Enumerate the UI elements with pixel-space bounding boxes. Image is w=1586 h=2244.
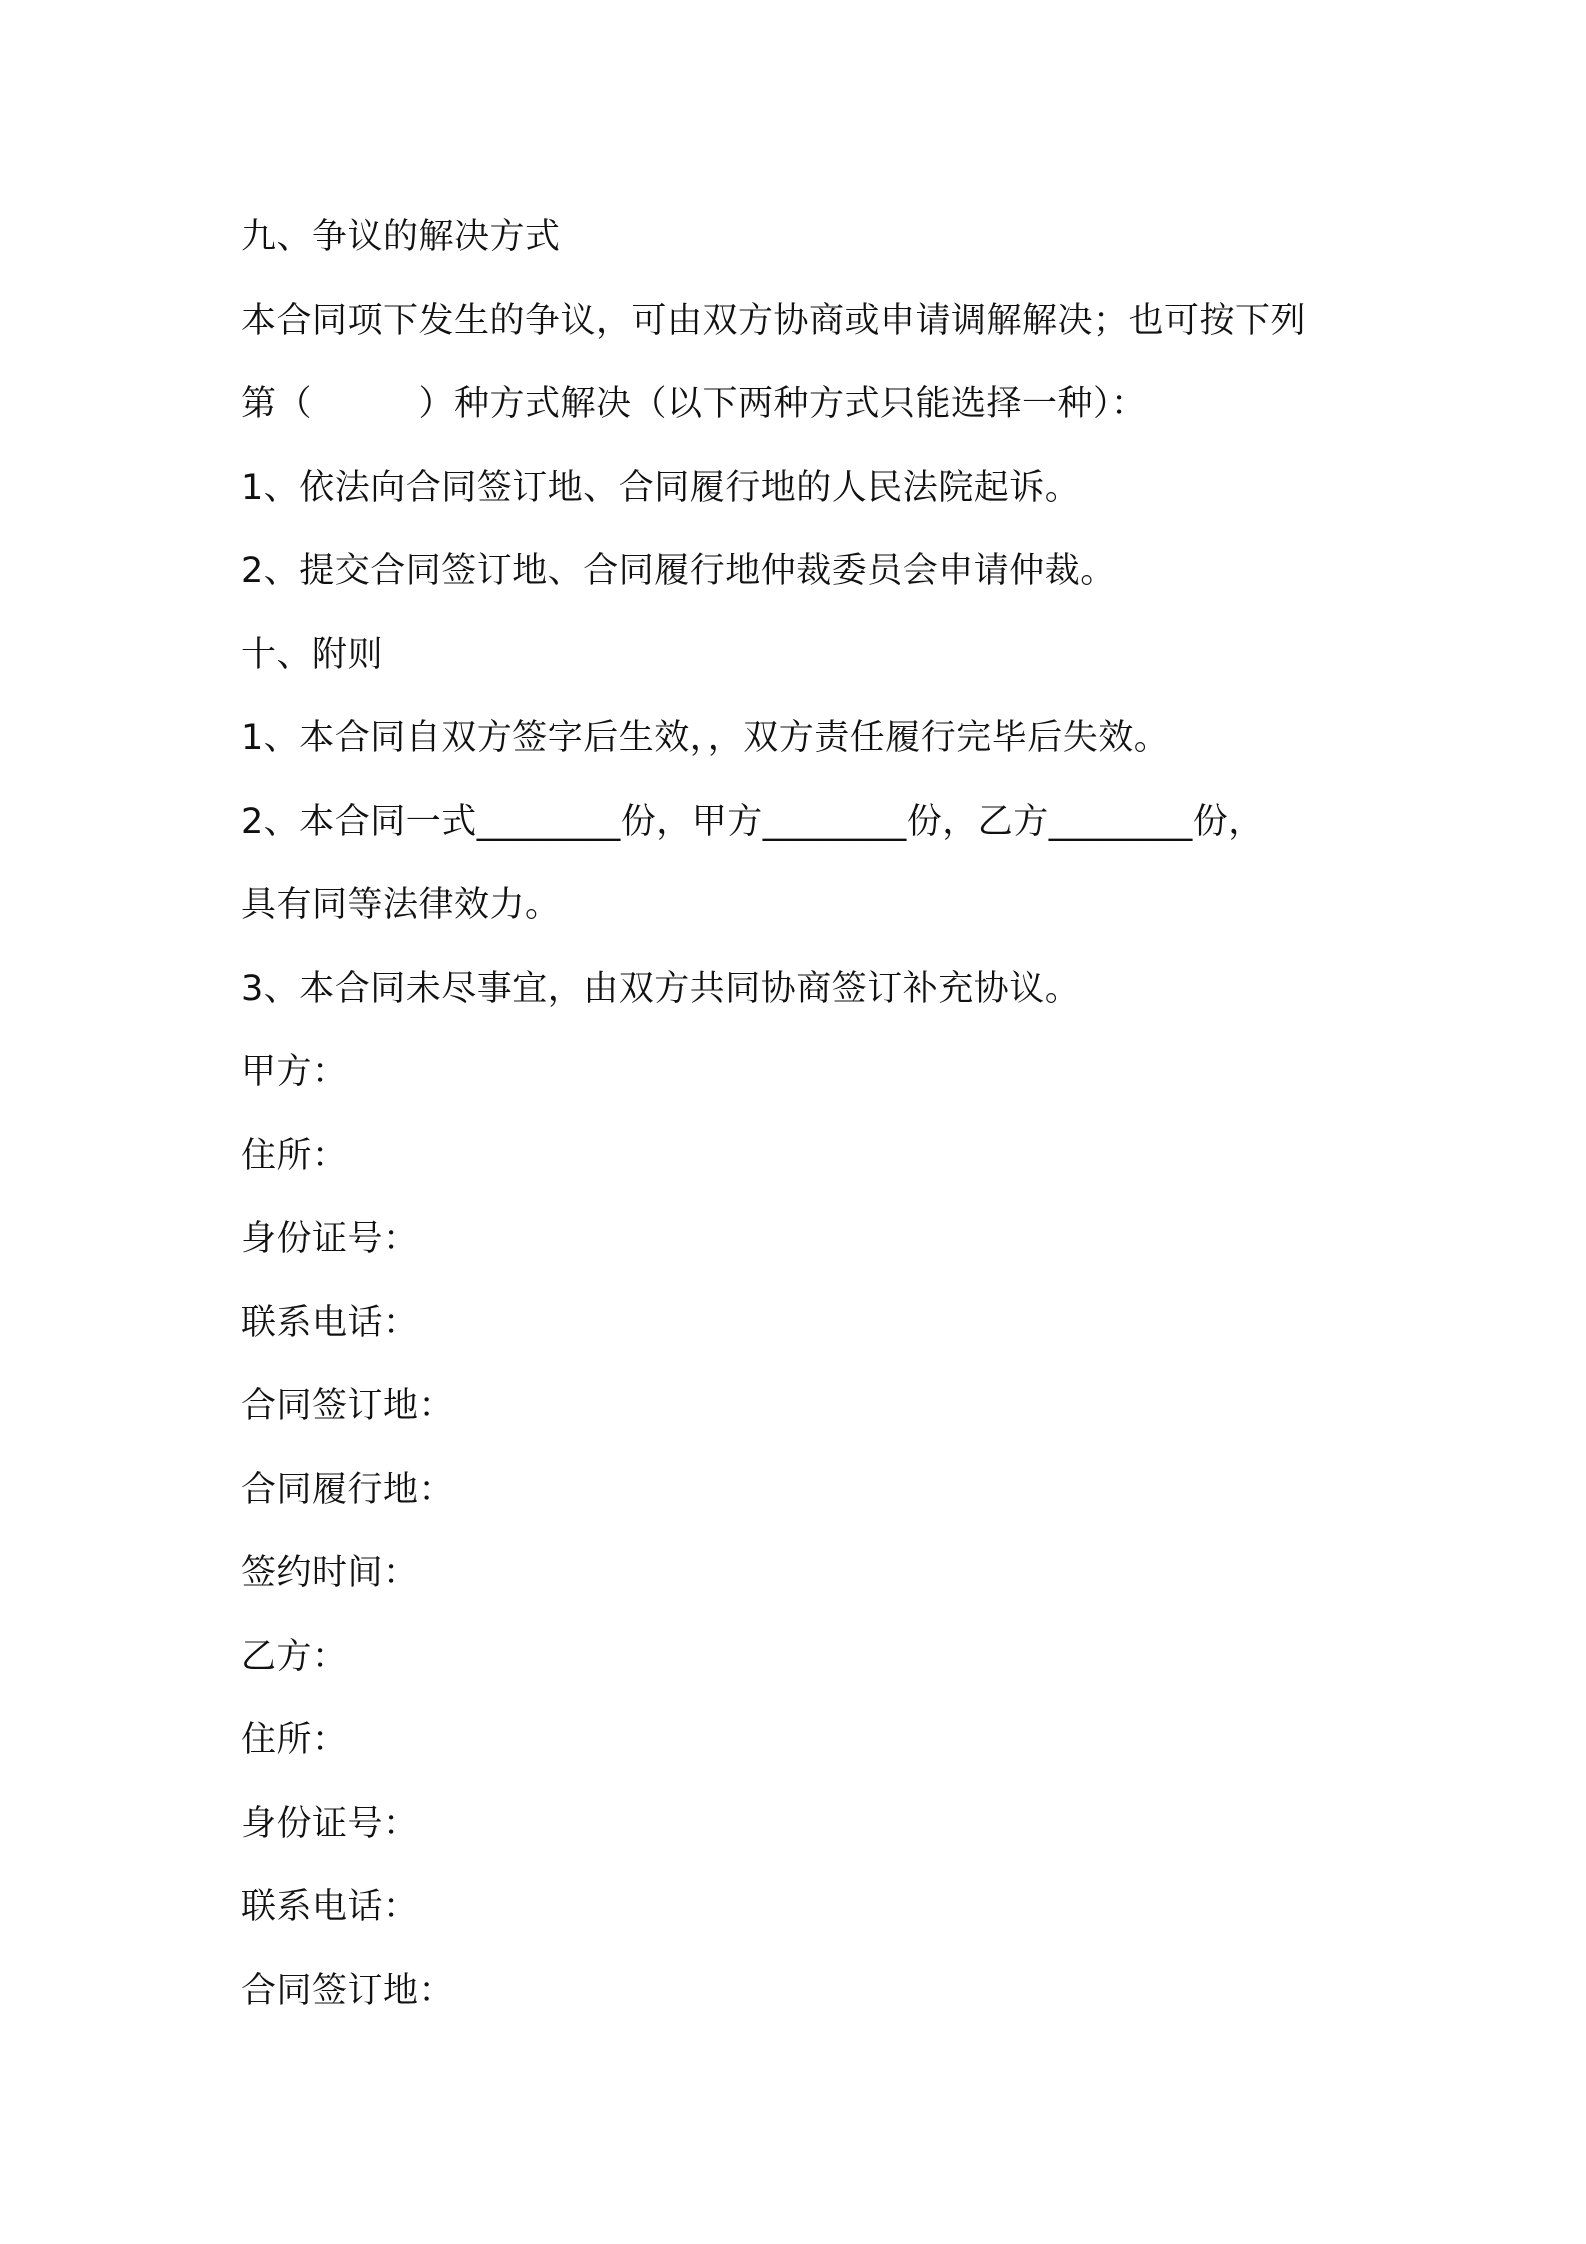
field-label-address: 住所： [241,1720,348,1760]
paragraph-text: 具有同等法律效力。 [241,885,561,925]
field-label-signing-place: 合同签订地： [241,1970,455,2011]
list-item: 3、本合同未尽事宜，由双方共同协商签订补充协议。 [241,968,1081,1009]
field-label-id-number: 身份证号： [241,1219,419,1259]
list-item: 1、本合同自双方签字后生效，，双方责任履行完毕后失效。 [241,718,1170,758]
field-label-address: 住所： [241,1135,348,1176]
field-label-id-number: 身份证号： [241,1803,419,1844]
field-label-signing-place: 合同签订地： [241,1386,455,1426]
field-label-phone: 联系电话： [241,1302,419,1343]
field-label-performance-place: 合同履行地： [241,1469,455,1510]
paragraph-text: 本合同项下发生的争议，可由双方协商或申请调解解决；也可按下列 [241,300,1307,341]
party-b-label: 乙方： [241,1636,348,1677]
field-label-phone: 联系电话： [241,1887,419,1927]
list-item: 1、依法向合同签订地、合同履行地的人民法院起诉。 [241,467,1081,508]
paragraph-text: 第（ ）种方式解决（以下两种方式只能选择一种）： [241,384,1147,424]
list-item: 2、本合同一式________份，甲方________份，乙方________份， [241,801,1264,842]
party-a-label: 甲方： [241,1052,348,1092]
list-item: 2、提交合同签订地、合同履行地仲裁委员会申请仲裁。 [241,551,1116,591]
document-body [241,196,1381,2033]
section-heading-supplementary: 十、附则 [241,634,384,675]
field-label-signing-time: 签约时间： [241,1553,419,1593]
section-heading-dispute-resolution: 九、争议的解决方式 [241,217,561,257]
